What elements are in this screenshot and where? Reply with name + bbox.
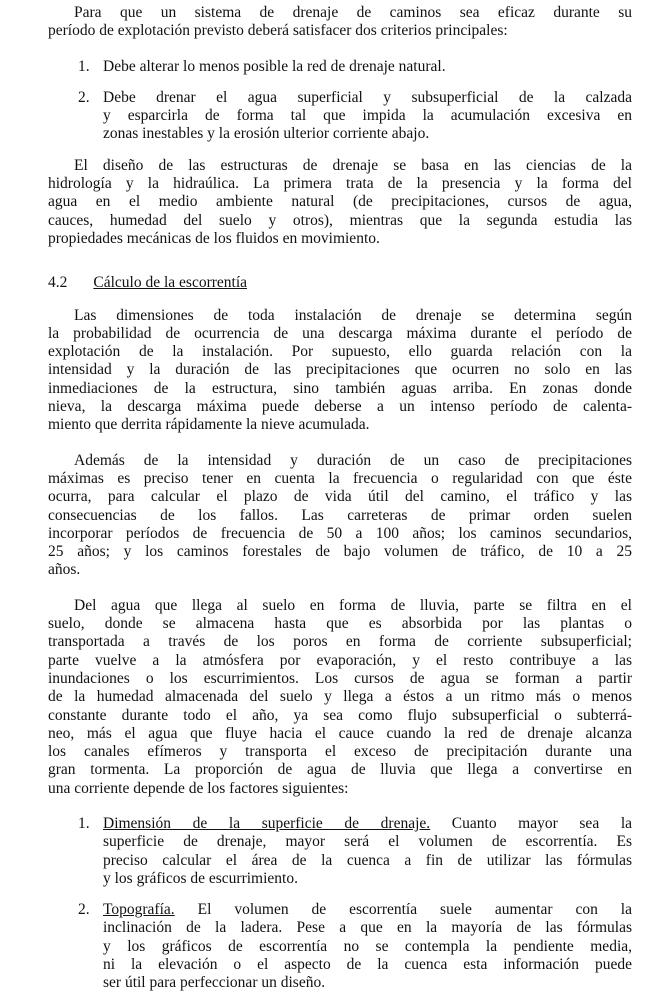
text-line: hidrología y la hidraúlica. La primera trata de la presencia y la forma del xyxy=(48,175,632,193)
text-line: Para que un sistema de drenaje de caminos sea eficaz durante su xyxy=(74,4,632,21)
text-line: intensidad y la duración de las precipitaciones que ocurren no solo en las xyxy=(48,361,632,379)
list-item xyxy=(48,89,632,144)
text-line: zonas inestables y la erosión ulterior corriente abajo. xyxy=(103,125,430,143)
paragraph xyxy=(48,452,632,580)
list-number: 2. xyxy=(78,88,90,106)
text-line: ser útil para perfeccionar un diseño. xyxy=(103,974,326,992)
text-line: neo, más el agua que fluye hacia el cauce cuando la red de drenaje alcanza xyxy=(48,724,632,742)
paragraph xyxy=(48,157,632,248)
text-line: años. xyxy=(48,561,81,579)
list-number: 2. xyxy=(78,901,90,919)
document-page xyxy=(48,4,632,1006)
section-number: 4.2 xyxy=(48,274,68,292)
text-line: agua en el medio ambiente natural (de precipitaciones, cursos de agua, xyxy=(48,193,632,211)
list-item xyxy=(48,815,632,888)
section-title: Cálculo de la escorrentía xyxy=(93,274,248,292)
text-line: Las dimensiones de toda instalación de drenaje se determina según xyxy=(74,306,632,324)
list-item xyxy=(48,58,632,76)
paragraph xyxy=(48,4,632,41)
text-line: y los gráficos de escurrimiento. xyxy=(103,869,298,887)
list-number: 1. xyxy=(78,814,90,832)
text-line xyxy=(103,901,632,919)
text-line: los canales efímeros y transporta el exceso de precipitación durante una xyxy=(48,743,632,761)
text-line: ni la elevación o el aspecto de la cuenca esta información puede xyxy=(103,956,632,974)
text-line: gran tormenta. La proporción de agua de lluvia que llega a convertirse en xyxy=(48,761,632,779)
text-line: inundaciones o los escurrimientos. Los cursos de agua se forman a partir xyxy=(48,669,632,687)
text-line: inmediaciones de la estructura, sino también aguas arriba. En zonas donde xyxy=(48,379,632,397)
text-line: explotación de la instalación. Por supuesto, ello guarda relación con la xyxy=(48,343,632,361)
text-fragment: El volumen de escorrentía suele aumentar con la xyxy=(174,901,632,919)
text-line: nieva, la descarga máxima puede deberse a un intenso período de calenta- xyxy=(48,398,632,416)
text-line: preciso calcular el área de la cuenca a fin de utilizar las fórmulas xyxy=(103,851,632,869)
text-line: consecuencias de los fallos. Las carreteras de primar orden suelen xyxy=(48,506,632,524)
text-line: incorporar períodos de frecuencia de 50 a 100 años; los caminos secundarios, xyxy=(48,524,632,542)
text-line: El diseño de las estructuras de drenaje se basa en las ciencias de la xyxy=(74,156,632,174)
text-line: 25 años; y los caminos forestales de bajo volumen de tráfico, de 10 a 25 xyxy=(48,543,632,561)
text-line: una corriente depende de los factores siguientes: xyxy=(48,779,349,797)
text-line: parte vuelve a la atmósfera por evaporación, y el resto contribuye a las xyxy=(48,651,632,669)
text-line: Además de la intensidad y duración de un caso de precipitaciones xyxy=(74,451,632,469)
text-line: transportada a través de los poros en forma de corriente subsuperficial; xyxy=(48,633,632,651)
text-line: y esparcirla de forma tal que impida la acumulación excesiva en xyxy=(103,107,632,125)
text-line: cauces, humedad del suelo y otros), mientras que la segunda estudia las xyxy=(48,211,632,229)
text-line: Debe alterar lo menos posible la red de drenaje natural. xyxy=(103,57,446,75)
list-item xyxy=(48,901,632,992)
text-line: ocurra, para calcular el plazo de vida útil del camino, el tráfico y las xyxy=(48,488,632,506)
text-line: la probabilidad de ocurrencia de una descarga máxima durante el período de xyxy=(48,324,632,342)
text-line: y los gráficos de escorrentía no se contempla la pendiente media, xyxy=(103,937,632,955)
text-line xyxy=(103,815,632,833)
text-line: inclinación de la ladera. Pese a que en la mayoría de las fórmulas xyxy=(103,919,632,937)
list-number: 1. xyxy=(78,57,90,75)
text-line: constante durante todo el año, ya sea como flujo subsuperficial o subterrá- xyxy=(48,706,632,724)
text-line: período de explotación previsto deberá satisfacer dos criterios principales: xyxy=(48,22,508,40)
text-line: miento que derrita rápidamente la nieve acumulada. xyxy=(48,416,370,434)
text-line: Del agua que llega al suelo en forma de lluvia, parte se filtra en el xyxy=(74,596,632,614)
text-fragment: Cuanto mayor sea la xyxy=(430,814,633,832)
text-line: superficie de drenaje, mayor será el volumen de escorrentía. Es xyxy=(103,833,632,851)
text-line: suelo, donde se almacena hasta que es absorbida por las plantas o xyxy=(48,615,632,633)
list-item-term: Topografía. xyxy=(103,901,175,919)
text-line: Debe drenar el agua superficial y subsuperficial de la calzada xyxy=(103,88,632,106)
paragraph xyxy=(48,597,632,798)
text-line: propiedades mecánicas de los fluidos en movimiento. xyxy=(48,229,380,247)
paragraph xyxy=(48,307,632,435)
text-line: máximas es preciso tener en cuenta la frecuencia o regularidad con que éste xyxy=(48,469,632,487)
text-line: de la humedad almacenada del suelo y llega a éstos a un ritmo más o menos xyxy=(48,688,632,706)
list-item-term: Dimensión de la superficie de drenaje. xyxy=(103,814,431,832)
section-heading xyxy=(48,274,632,292)
